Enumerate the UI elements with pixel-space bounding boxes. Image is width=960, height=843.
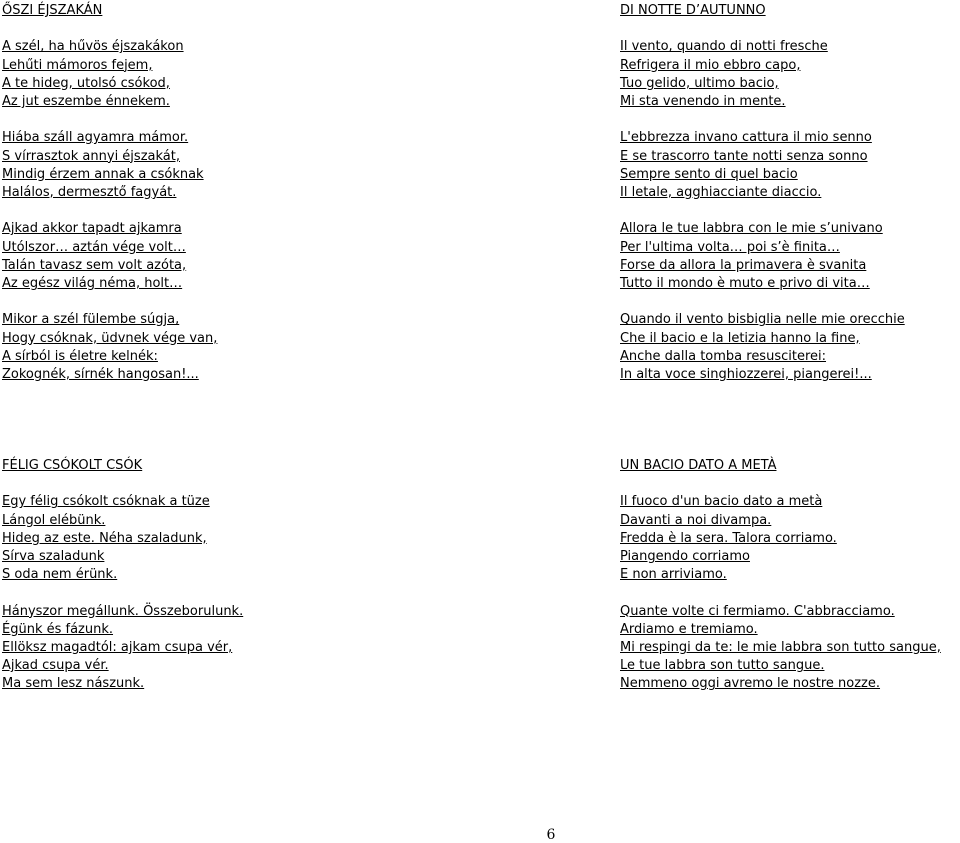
poem-line: Tuo gelido, ultimo bacio, [620,75,779,91]
poem-line: Talán tavasz sem volt azóta, [2,257,187,273]
stanza [2,493,243,584]
poem-line: Per l'ultima volta… poi s’è finita… [620,239,840,255]
poem-line: A te hideg, utolsó csókod, [2,75,170,91]
poem-line: Hiába száll agyamra mámor. [2,130,189,146]
poem-line: Egy félig csókolt csóknak a tüze [2,494,210,510]
poem-line: Anche dalla tomba resusciterei: [620,348,827,364]
poem-line: Mikor a szél fülembe súgja, [2,312,180,328]
poem-line: Ajkad csupa vér. [2,658,109,674]
poem-line: E se trascorro tante notti senza sonno [620,148,868,164]
poem-line: Lángol elébünk. [2,512,106,528]
poem-line: Mindig érzem annak a csóknak [2,166,204,182]
poem-line: Ellöksz magadtól: ajkam csupa vér, [2,640,233,655]
poem-line: Il letale, agghiacciante diaccio. [620,185,822,200]
stanza [620,38,905,111]
poem-line: Hideg az este. Néha szaladunk, [2,530,207,546]
poem-line: Hányszor megállunk. Összeborulunk. [2,603,244,619]
poem-title: UN BACIO DATO A METÀ [620,458,777,473]
poem-line: A szél, ha hűvös éjszakákon [2,39,184,55]
poem-line: Piangendo corriamo [620,549,750,564]
poem-line: Allora le tue labbra con le mie s’univano [620,221,883,237]
poem-italian-un-bacio-dato-a-meta [620,457,941,694]
poem-title: ŐSZI ÉJSZAKÁN [2,3,103,18]
poem-line: Che il bacio e la letizia hanno la fine, [620,330,860,346]
poem-line: Mi sta venendo in mente. [620,94,786,109]
poem-line: E non arriviamo. [620,567,727,583]
poem-line: Zokognék, sírnék hangosan!... [2,367,199,382]
poem-line: S oda nem érünk. [2,567,118,583]
stanza [2,220,217,293]
poem-line: Tutto il mondo è muto e privo di vita… [620,276,870,291]
stanza [620,220,905,293]
poem-line: Lehűti mámoros fejem, [2,57,153,73]
poem-line: Ardiamo e tremiamo. [620,621,758,637]
poem-line: Az jut eszembe énnekem. [2,94,170,109]
poem-line: Fredda è la sera. Talora corriamo. [620,530,837,546]
stanza [2,129,217,202]
stanza [620,603,941,694]
stanza [620,129,905,202]
poem-title: DI NOTTE D’AUTUNNO [620,3,766,18]
poem-line: A sírból is életre kelnék: [2,348,158,364]
poem-line: Refrigera il mio ebbro capo, [620,57,801,73]
stanza [2,38,217,111]
poem-line: Sempre sento di quel bacio [620,166,798,182]
poem-hungarian-felig-csokolt-csok [2,457,243,694]
poem-line: Forse da allora la primavera è svanita [620,257,867,273]
poem-line: Hogy csóknak, üdvnek vége van, [2,330,218,346]
poem-line: Il vento, quando di notti fresche [620,39,828,55]
poem-line: L'ebbrezza invano cattura il mio senno [620,130,872,146]
stanza [2,311,217,384]
poem-line: Nemmeno oggi avremo le nostre nozze. [620,676,881,692]
poem-line: Sírva szaladunk [2,549,105,564]
stanza [620,493,941,584]
poem-italian-di-notte-d-autunno [620,2,905,384]
poem-line: Ajkad akkor tapadt ajkamra [2,221,182,237]
poem-title: FÉLIG CSÓKOLT CSÓK [2,458,143,473]
poem-line: Le tue labbra son tutto sangue. [620,658,825,674]
page-number: 6 [546,827,556,843]
poem-hungarian-oszi-ejszakan [2,2,217,384]
poem-line: In alta voce singhiozzerei, piangerei!... [620,367,872,382]
poem-line: Halálos, dermesztő fagyát. [2,185,177,200]
stanza [620,311,905,384]
poem-line: Davanti a noi divampa. [620,512,772,528]
poem-line: Mi respingi da te: le mie labbra son tutto sangue, [620,640,941,655]
poem-line: S vírrasztok annyi éjszakát, [2,148,180,164]
poem-line: Az egész világ néma, holt… [2,276,183,291]
poem-line: Quando il vento bisbiglia nelle mie orecchie [620,312,905,328]
stanza [2,603,243,694]
poem-line: Il fuoco d'un bacio dato a metà [620,494,823,510]
poem-line: Quante volte ci fermiamo. C'abbracciamo. [620,603,895,619]
poem-line: Ma sem lesz nászunk. [2,676,145,692]
poem-line: Utólszor… aztán vége volt… [2,239,186,255]
poem-line: Égünk és fázunk. [2,621,114,637]
